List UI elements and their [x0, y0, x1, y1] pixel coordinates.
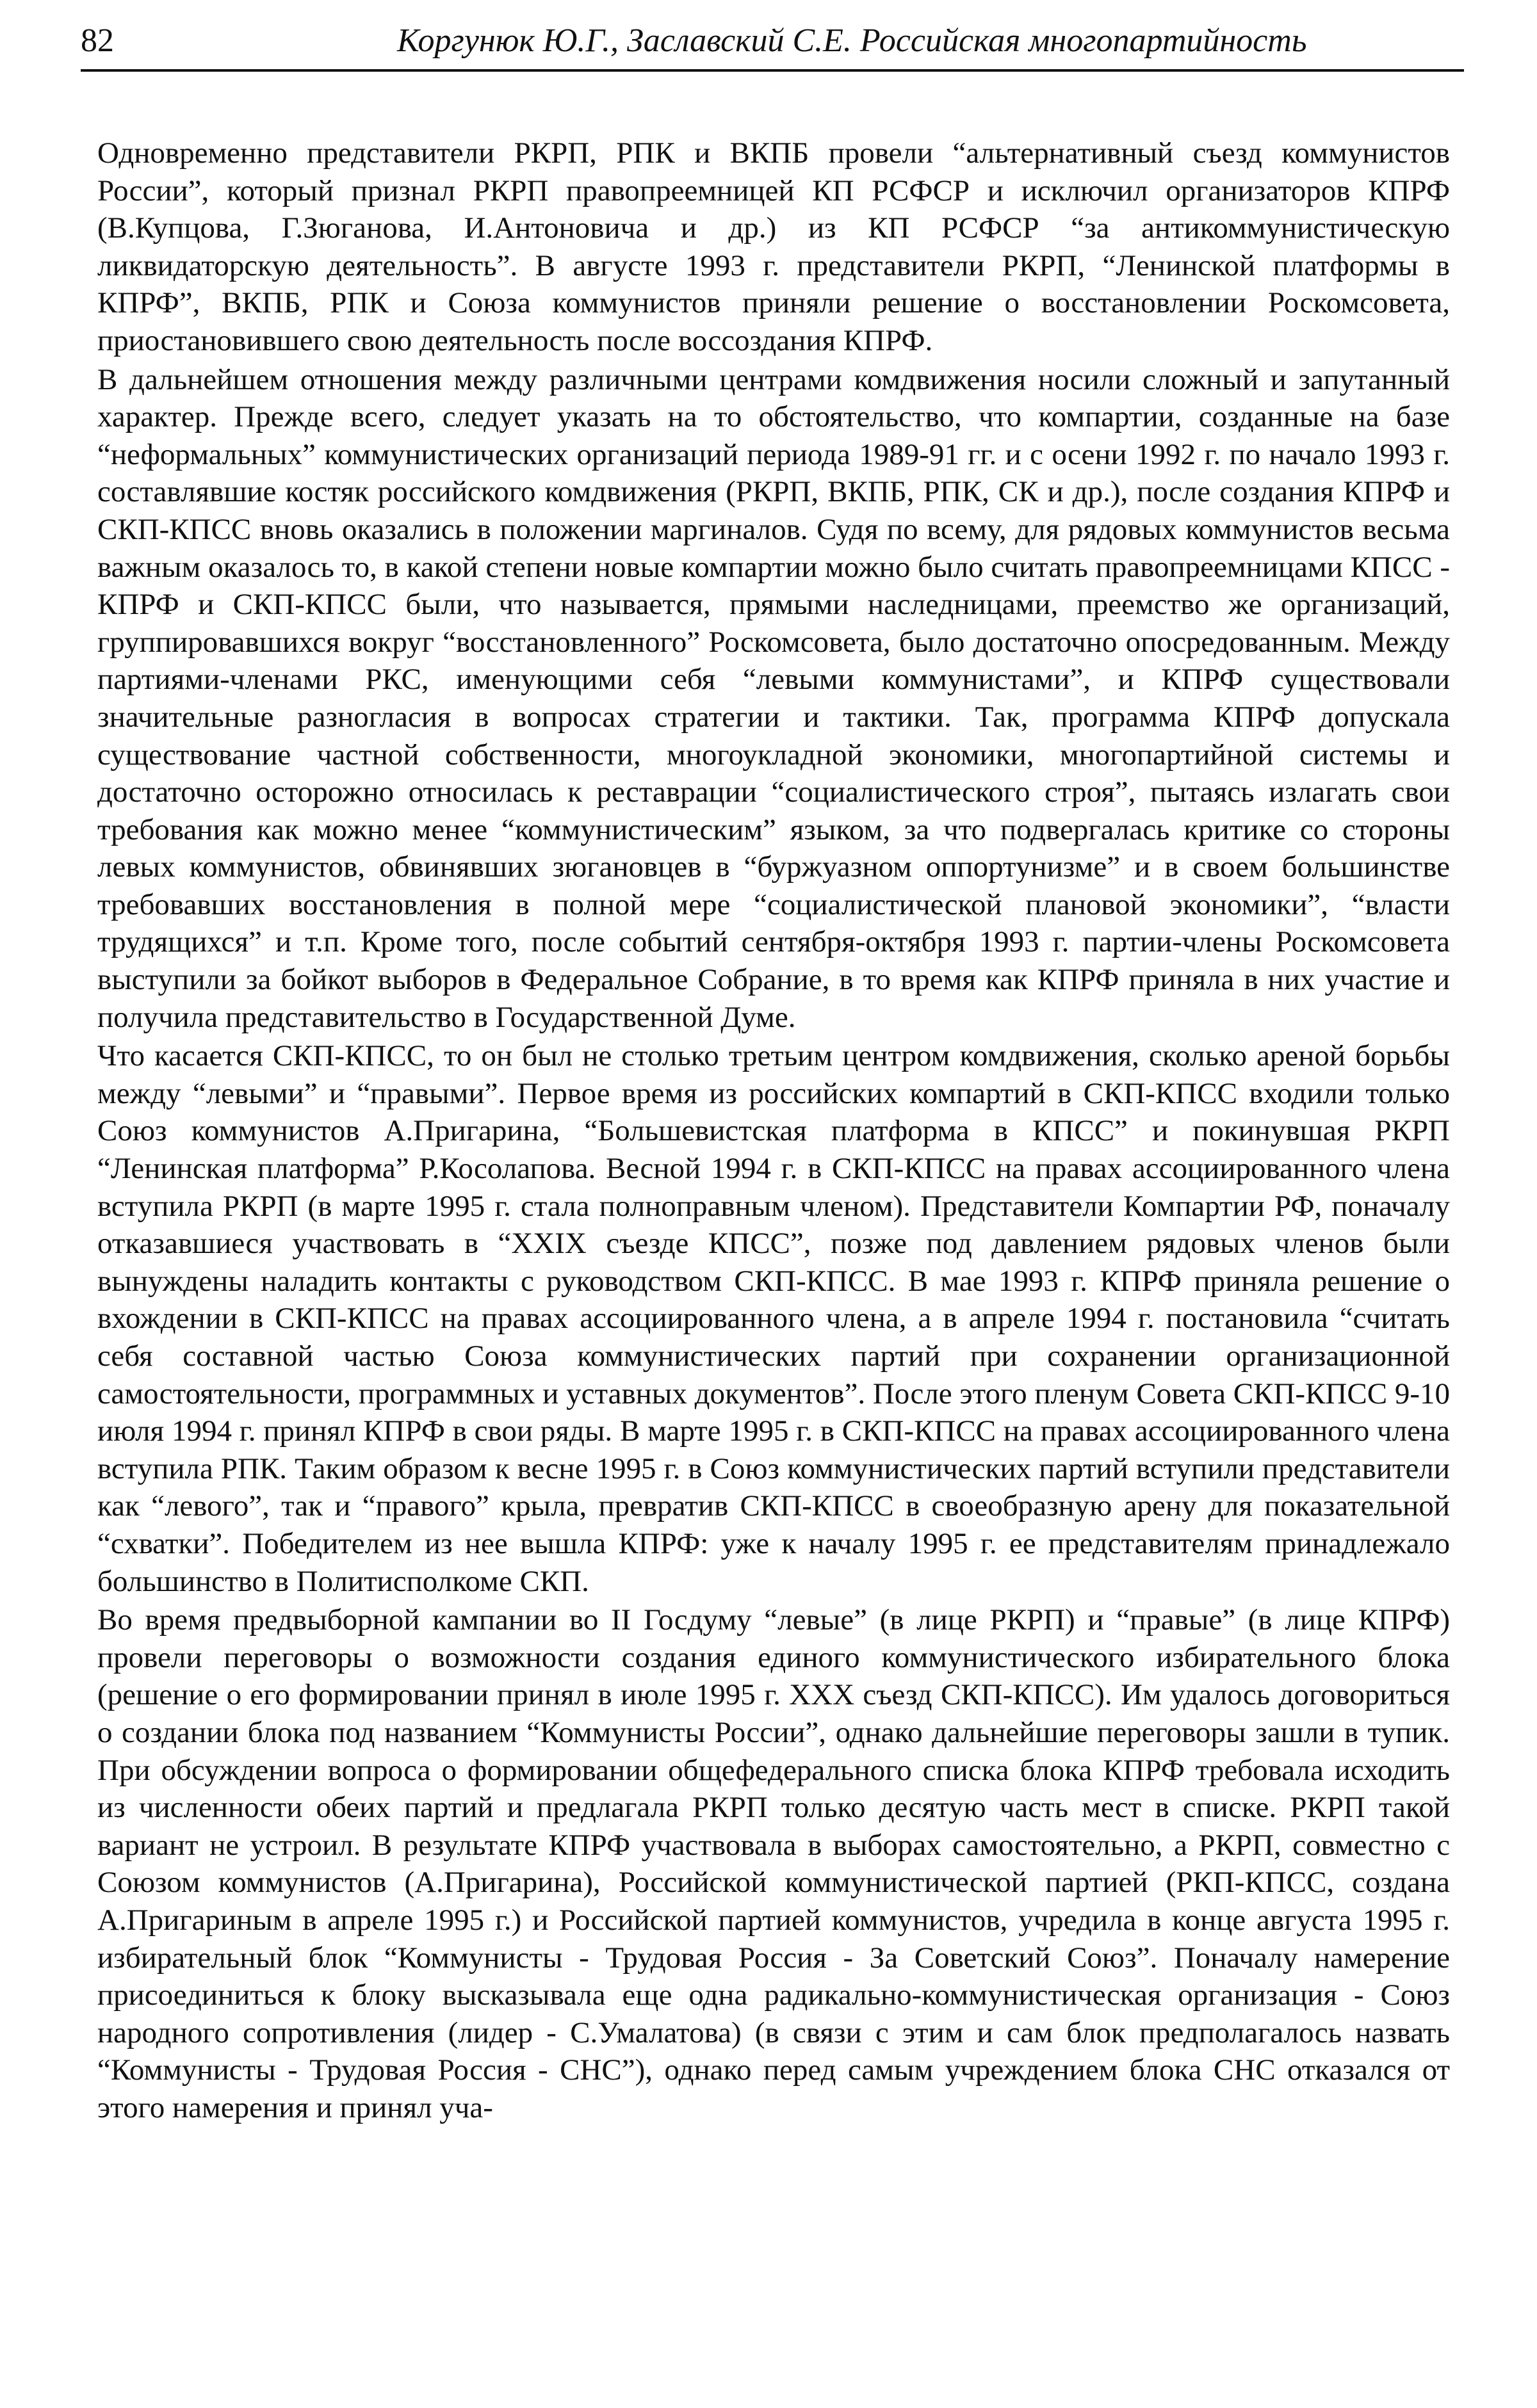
running-title: Коргунюк Ю.Г., Заславский С.Е. Российская многопартийность — [397, 22, 1307, 59]
paragraph: Одновременно представители РКРП, РПК и ВКПБ провели “альтернативный съезд коммунистов России”, который признал РКРП правопреемницей КП РСФСР и исключил организаторов КПРФ (В.Купцова, Г.Зюганова, И.Антоновича и др.) из КП РСФСР “за антикоммунистическую ликвидаторскую деятельность”. В августе 1993 г. представители РКРП, “Ленинской платформы в КПРФ”, ВКПБ, РПК и Союза коммунистов приняли решение о восстановлении Роскомсовета, приостановившего свою деятельность после воссоздания КПРФ. — [97, 136, 1450, 357]
page-header — [38, 18, 1505, 73]
paragraph: В дальнейшем отношения между различными центрами комдвижения носили сложный и запутанный характер. Прежде всего, следует указать на то обстоятельство, что компартии, созданные на базе “неформальных” коммунистических организаций периода 1989-91 гг. и с осени 1992 г. по начало 1993 г. составлявшие костяк российского комдвижения (РКРП, ВКПБ, РПК, СК и др.), после создания КПРФ и СКП-КПСС вновь оказались в положении маргиналов. Судя по всему, для рядовых коммунистов весьма важным оказалось то, в какой степени новые компартии можно было считать правопреемницами КПСС - КПРФ и СКП-КПСС были, что называется, прямыми наследницами, преемство же организаций, группировавшихся вокруг “восстановленного” Роскомсовета, было достаточно опосредованным. Между партиями-членами РКС, именующими себя “левыми коммунистами”, и КПРФ существовали значительные разногласия в вопросах стратегии и тактики. Так, программа КПРФ допускала существование частной собственности, многоукладной экономики, многопартийной системы и достаточно осторожно относилась к реставрации “социалистического строя”, пытаясь излагать свои требования как можно менее “коммунистическим” языком, за что подвергалась критике со стороны левых коммунистов, обвинявших зюгановцев в “буржуазном оппортунизме” и в своем большинстве требовавших восстановления в полной мере “социалистической плановой экономики”, “власти трудящихся” и т.п. Кроме того, после событий сентября-октября 1993 г. партии-члены Роскомсовета выступили за бойкот выборов в Федеральное Собрание, в то время как КПРФ приняла в них участие и получила представительство в Государственной Думе. — [97, 362, 1450, 1034]
body-text — [97, 134, 1450, 2126]
paragraph: Что касается СКП-КПСС, то он был не столько третьим центром комдвижения, сколько ареной борьбы между “левыми” и “правыми”. Первое время из российских компартий в СКП-КПСС входили только Союз коммунистов А.Пригарина, “Большевистская платформа в КПСС” и покинувшая РКРП “Ленинская платформа” Р.Косолапова. Весной 1994 г. в СКП-КПСС на правах ассоциированного члена вступила РКРП (в марте 1995 г. стала полноправным членом). Представители Компартии РФ, поначалу отказавшиеся участвовать в “XXIX съезде КПСС”, позже под давлением рядовых членов были вынуждены наладить контакты с руководством СКП-КПСС. В мае 1993 г. КПРФ приняла решение о вхождении в СКП-КПСС на правах ассоциированного члена, а в апреле 1994 г. постановила “считать себя составной частью Союза коммунистических партий при сохранении организационной самостоятельности, программных и уставных документов”. После этого пленум Совета СКП-КПСС 9-10 июля 1994 г. принял КПРФ в свои ряды. В марте 1995 г. в СКП-КПСС на правах ассоциированного члена вступила РПК. Таким образом к весне 1995 г. в Союз коммунистических партий вступили представители как “левого”, так и “правого” крыла, превратив СКП-КПСС в своеобразную арену для показательной “схватки”. Победителем из нее вышла КПРФ: уже к началу 1995 г. ее представителям принадлежало большинство в Политисполкоме СКП. — [97, 1039, 1450, 1598]
header-rule — [81, 69, 1464, 72]
page-number: 82 — [81, 22, 114, 59]
book-page — [38, 0, 1505, 2408]
paragraph: Во время предвыборной кампании во II Госдуму “левые” (в лице РКРП) и “правые” (в лице КПРФ) провели переговоры о возможности создания единого коммунистического избирательного блока (решение о его формировании принял в июле 1995 г. XXX съезд СКП-КПСС). Им удалось договориться о создании блока под названием “Коммунисты России”, однако дальнейшие переговоры зашли в тупик. При обсуждении вопроса о формировании общефедерального списка блока КПРФ требовала исходить из численности обеих партий и предлагала РКРП только десятую часть мест в списке. РКРП такой вариант не устроил. В результате КПРФ участвовала в выборах самостоятельно, а РКРП, совместно с Союзом коммунистов (А.Пригарина), Российской коммунистической партией (РКП-КПСС, создана А.Пригариным в апреле 1995 г.) и Российской партией коммунистов, учредила в конце августа 1995 г. избирательный блок “Коммунисты - Трудовая Россия - За Советский Союз”. Поначалу намерение присоединиться к блоку высказывала еще одна радикально-коммунистическая организация - Союз народного сопротивления (лидер - С.Умалатова) (в связи с этим и сам блок предполагалось назвать “Коммунисты - Трудовая Россия - СНС”), однако перед самым учреждением блока СНС отказался от этого намерения и принял уча- — [97, 1603, 1450, 2124]
